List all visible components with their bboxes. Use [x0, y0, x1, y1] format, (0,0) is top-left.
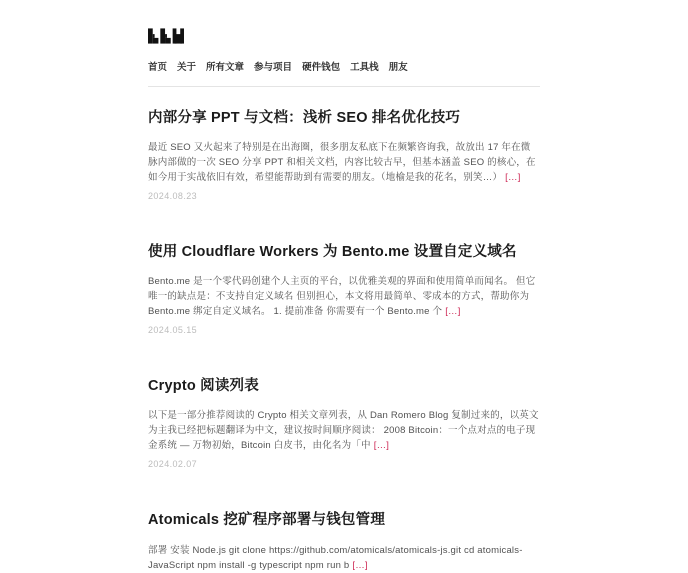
post-excerpt: [148, 408, 540, 453]
page-container: [148, 0, 540, 573]
post-date: 2024.02.07: [148, 459, 198, 470]
post-excerpt-text: Bento.me 是一个零代码创建个人主页的平台，以优雅美观的界面和使用简单而闻名。 但它唯一的缺点是：不支持自定义域名 但别担心，本文将用最简单、零成本的方式，帮助你为 Bento.me 绑定自定义域名。 1. 提前准备 你需要有一个 Bento.me 个: [148, 276, 536, 318]
post-title: [148, 109, 540, 127]
post-date: 2024.08.23: [148, 191, 198, 202]
nav-item-hardware-wallet[interactable]: 硬件钱包: [302, 62, 341, 73]
post-title-link[interactable]: 内部分享 PPT 与文档：浅析 SEO 排名优化技巧: [148, 110, 461, 126]
post-title-link[interactable]: 使用 Cloudflare Workers 为 Bento.me 设置自定义域名: [148, 244, 517, 261]
site-header: [148, 28, 540, 87]
post-excerpt: [148, 140, 540, 185]
post-title: [148, 377, 540, 395]
read-more-link[interactable]: […]: [445, 306, 461, 318]
read-more-link[interactable]: […]: [352, 559, 368, 571]
post-excerpt: [148, 543, 540, 573]
site-logo[interactable]: [148, 28, 184, 44]
nav-item-about[interactable]: 关于: [177, 62, 197, 73]
nav-item-all-posts[interactable]: 所有文章: [206, 62, 245, 73]
nav-item-home[interactable]: 首页: [148, 62, 168, 73]
primary-nav: [148, 59, 540, 73]
pixel-logo-icon: [148, 28, 184, 44]
post-title: [148, 243, 540, 261]
post-title-link[interactable]: Crypto 阅读列表: [148, 378, 259, 395]
post-item: [148, 109, 540, 201]
post-date: 2024.05.15: [148, 325, 198, 336]
post-excerpt: [148, 274, 540, 319]
post-excerpt-text: 最近 SEO 又火起来了特别是在出海圈，很多朋友私底下在频繁咨询我，故放出 17 年在微脉内部做的一次 SEO 分享 PPT 和相关文档，内容比较古早，但基本涵盖 SEO 的核心，在如今用于实战依旧有效，希望能帮助到有需要的朋友。（地榆是我的花名，别笑…）: [148, 142, 536, 184]
post-excerpt-text: 以下是一部分推荐阅读的 Crypto 相关文章列表，从 Dan Romero Blog 复制过来的，以英文为主我已经把标题翻译为中文，建议按时间顺序阅读： 2008 Bitcoin：一个点对点的电子现金系统 — 万物初始，Bitcoin 白皮书，由化名为「中: [148, 410, 539, 452]
post-list: [148, 109, 540, 573]
nav-item-toolstack[interactable]: 工具栈: [350, 62, 379, 73]
post-item: [148, 511, 540, 572]
post-item: [148, 243, 540, 335]
nav-item-friends[interactable]: 朋友: [388, 62, 408, 73]
post-item: [148, 377, 540, 469]
post-excerpt-text: 部署 安装 Node.js git clone https://github.com/atomicals/atomicals-js.git cd atomicals-JavaScript npm install -g typescript npm run b: [148, 544, 523, 571]
header-divider: [148, 86, 540, 87]
post-title-link[interactable]: Atomicals 挖矿程序部署与钱包管理: [148, 512, 386, 529]
post-title: [148, 511, 540, 529]
read-more-link[interactable]: […]: [373, 440, 390, 452]
read-more-link[interactable]: […]: [505, 172, 521, 184]
nav-item-projects[interactable]: 参与项目: [254, 62, 293, 73]
